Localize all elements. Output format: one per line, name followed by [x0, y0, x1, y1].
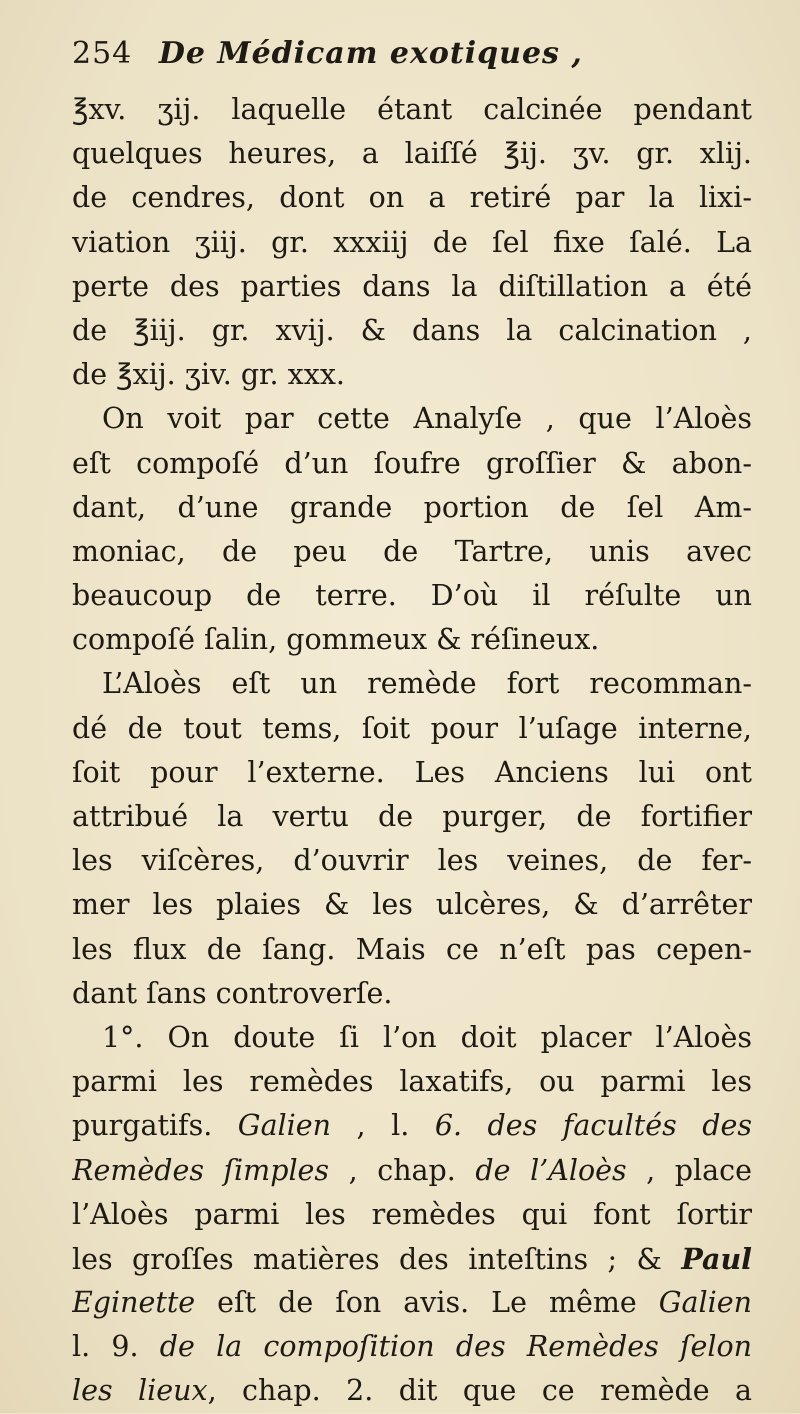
- text-line: [72, 442, 752, 486]
- text-line: [72, 751, 752, 795]
- text-segment: mer les plaies & les ulcères, & d’arrêter: [72, 888, 752, 922]
- text-segment: dant ſans controverſe.: [72, 976, 393, 1010]
- text-line: [72, 1060, 752, 1104]
- text-segment: dant, d’une grande portion de ſel Am-: [72, 490, 752, 524]
- text-segment: beaucoup de terre. D’où il réſulte un: [72, 579, 752, 613]
- text-line: [72, 1016, 752, 1060]
- page-header: [72, 36, 732, 71]
- text-segment: 6. des facultés des: [434, 1109, 752, 1143]
- text-segment: les groſſes matières des inteſtins ; &: [72, 1242, 682, 1276]
- text-line: [72, 574, 752, 618]
- text-line: [72, 928, 752, 972]
- text-line: [72, 132, 752, 176]
- running-title: De Médicam exotiques ,: [158, 36, 583, 71]
- text-line: [72, 353, 752, 397]
- text-segment: quelques heures, a laiſſé ℥ij. ʒv. gr. xlij.: [72, 137, 752, 171]
- text-segment: Eginette: [72, 1286, 196, 1320]
- text-segment: parmi les remèdes laxatifs, ou parmi les: [72, 1065, 752, 1099]
- body-text: [72, 88, 752, 1414]
- text-segment: compoſé ſalin, gommeux & réſineux.: [72, 623, 600, 657]
- page-number: 254: [72, 36, 133, 71]
- text-segment: ℥xv. ʒij. laquelle étant calcinée pendant: [72, 93, 752, 126]
- text-segment: On voit par cette Analyſe , que l’Aloès: [102, 402, 752, 436]
- text-line: [72, 530, 752, 574]
- text-line: [72, 176, 752, 220]
- text-segment: , place: [626, 1153, 752, 1187]
- text-segment: les lieux: [72, 1374, 208, 1408]
- text-line: [72, 1369, 752, 1413]
- text-segment: , l.: [331, 1109, 435, 1143]
- text-line: [72, 486, 752, 530]
- text-line: [72, 839, 752, 883]
- text-segment: de cendres, dont on a retiré par la lixi-: [72, 181, 752, 215]
- text-segment: de l’Aloès: [475, 1153, 627, 1187]
- text-segment: Galien: [237, 1109, 332, 1143]
- text-line: [72, 221, 752, 265]
- text-segment: ſoit pour l’externe. Les Anciens lui ont: [72, 755, 752, 789]
- text-segment: purgatifs.: [72, 1109, 238, 1143]
- text-segment: Galien: [658, 1286, 752, 1320]
- text-line: [72, 309, 752, 353]
- text-segment: L’Aloès eſt un remède fort recomman-: [102, 667, 752, 701]
- text-segment: l’Aloès parmi les remèdes qui font ſortir: [72, 1197, 752, 1231]
- text-segment: dé de tout tems, ſoit pour l’uſage interne,: [72, 711, 752, 745]
- text-line: [72, 618, 752, 662]
- text-segment: l. 9.: [72, 1330, 160, 1364]
- text-line: [72, 795, 752, 839]
- text-line: [72, 397, 752, 441]
- text-segment: les flux de ſang. Mais ce n’eſt pas cepen-: [72, 932, 752, 966]
- text-segment: de ℥xij. ʒiv. gr. xxx.: [72, 358, 345, 392]
- text-segment: , chap.: [329, 1153, 476, 1187]
- text-line: [72, 662, 752, 706]
- text-line: [72, 707, 752, 751]
- text-segment: moniac, de peu de Tartre, unis avec: [72, 534, 752, 568]
- text-segment: Remèdes ſimples: [72, 1153, 330, 1187]
- text-line: [72, 1325, 752, 1369]
- text-line: [72, 88, 752, 132]
- text-line: [72, 1104, 752, 1148]
- text-segment: de la compoſition des Remèdes ſelon: [159, 1330, 752, 1364]
- text-line: [72, 972, 752, 1016]
- text-segment: attribué la vertu de purger, de fortifier: [72, 800, 752, 833]
- text-segment: eſt de ſon avis. Le même: [195, 1286, 659, 1320]
- text-segment: eſt compoſé d’un ſoufre groſſier & abon-: [72, 446, 752, 480]
- text-line: [72, 883, 752, 927]
- text-line: [72, 1193, 752, 1237]
- text-segment: de ℥iij. gr. xvij. & dans la calcination ,: [72, 313, 752, 347]
- text-line: [72, 265, 752, 309]
- text-segment: Paul: [681, 1241, 752, 1276]
- text-segment: , chap. 2. dit que ce remède a: [207, 1374, 752, 1408]
- text-segment: 1°. On doute ſi l’on doit placer l’Aloès: [102, 1020, 752, 1054]
- text-line: [72, 1237, 752, 1281]
- text-line: [72, 1281, 752, 1325]
- text-segment: perte des parties dans la diſtillation a été: [72, 269, 752, 303]
- text-segment: viation ʒiij. gr. xxxiij de ſel fixe ſalé. La: [72, 225, 752, 259]
- text-segment: les viſcères, d’ouvrir les veines, de fer-: [72, 844, 752, 878]
- text-line: [72, 1149, 752, 1193]
